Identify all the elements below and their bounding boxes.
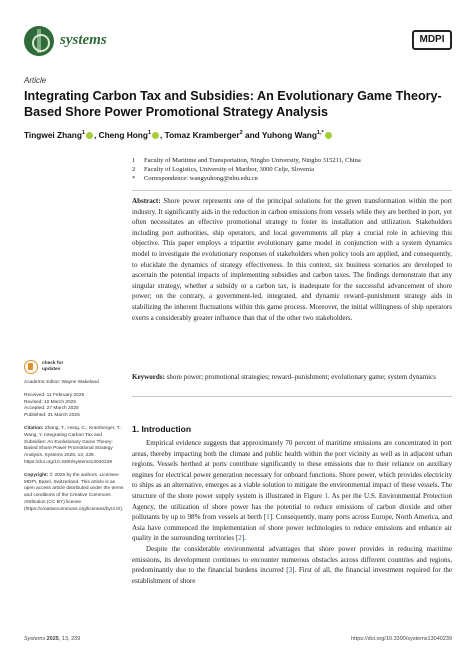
correspondence-email[interactable]: Correspondence: wangyuhong@nbu.edu.cn xyxy=(144,175,258,182)
affil-num: * xyxy=(132,175,136,182)
paragraph-text: . As per the U.S. Environmental Protection Agency, the utilization of shore power has the potential to reduce emissions of carbon dioxide and other pollutants by up to 98% from vessels at berth [ xyxy=(132,491,452,522)
author-list xyxy=(24,130,454,140)
abstract-label: Abstract: xyxy=(132,197,161,205)
citation xyxy=(24,426,124,467)
academic-editor: Academic Editor: Wayne Wakeland xyxy=(24,380,99,385)
date-received: Received: 11 February 2025 xyxy=(24,392,85,398)
divider xyxy=(132,190,452,191)
reference-link[interactable]: 3 xyxy=(288,566,293,575)
journal-name[interactable]: systems xyxy=(60,32,107,48)
abstract xyxy=(132,196,452,323)
section-heading: 1. Introduction xyxy=(132,424,192,434)
author-1-affil: 1 xyxy=(81,130,85,137)
affil-text: Faculty of Maritime and Transportation, Ningbo University, Ningbo 315211, China xyxy=(144,157,361,164)
journal-logo-icon xyxy=(24,26,54,56)
footer-citation xyxy=(24,636,80,642)
author-2[interactable]: Cheng Hong xyxy=(98,130,148,140)
paragraph-text: ]. Consequently, many ports across Europe, North America, and Asia have commenced the implementation of shore power technologies to reduce emissions and enhance air quality in the surrounding territories [ xyxy=(132,513,453,543)
article-title: Integrating Carbon Tax and Subsidies: An Evolutionary Game Theory-Based Shore Power Promotional Strategy Analysis xyxy=(24,89,442,119)
author-sep: , xyxy=(160,130,165,140)
paragraph-text: ]. xyxy=(241,534,246,543)
check-updates-line1: check for xyxy=(42,361,64,367)
date-accepted: Accepted: 27 March 2025 xyxy=(24,406,79,412)
author-4[interactable]: Yuhong Wang xyxy=(261,130,317,140)
paragraph-text: Despite the considerable environmental advantages that shore power provides in reducing maritime emissions, its development continues to encounter numerous obstacles across different countries and regions, predominantly due to the financial burdens incurred [ xyxy=(132,544,452,575)
orcid-icon[interactable] xyxy=(325,132,332,139)
citation-label: Citation: xyxy=(24,425,44,431)
paragraph-text: Empirical evidence suggests that approximately 70 percent of maritime emissions are concentrated in port areas, thereby impacting both the climate and public health within the port vicinity as well as in adjacent urban regions. Vessels berthed at ports contribute significantly to these emissions due to their reliance on auxiliary engines for electrical power generation necessary for onboard functions. Shore power, which provides electricity to ships as an alternative, emerges as a viable solution to mitigate the environmental impact of these vessels. The structure of the shore power supply system is illustrated in Figure xyxy=(132,439,452,500)
copyright-label: Copyright: xyxy=(24,472,49,478)
keywords-text: shore power; promotional strategies; reward–punishment; evolutionary game; system dynamics xyxy=(166,373,436,381)
author-3[interactable]: Tomaz Kramberger xyxy=(164,130,240,140)
date-revised: Revised: 10 March 2025 xyxy=(24,399,76,405)
author-1[interactable]: Tingwei Zhang xyxy=(24,130,82,140)
date-published: Published: 31 March 2025 xyxy=(24,413,80,419)
affil-num: 2 xyxy=(132,166,136,173)
footer-doi[interactable]: https://doi.org/10.3390/systems13040239 xyxy=(351,636,452,642)
citation-text[interactable]: Zhang, T.; Hong, C.; Kramberger, T.; Wang, Y. Integrating Carbon Tax and Subsidies: An Evolutionary Game Theory-Based Shore Power Promotional Strategy Analysis. Systems 2025, 13, 239. https://doi.org/10.3390/systems13040239 xyxy=(24,425,122,465)
paragraph-text: ]. First of all, the financial investment required for the establishment of shore xyxy=(132,566,452,585)
publisher-logo[interactable]: MDPI xyxy=(412,30,452,50)
footer-year: 2025 xyxy=(46,636,59,642)
author-sep: and xyxy=(242,130,262,140)
abstract-text: Shore power represents one of the principal solutions for the green transformation within the port industry. It significantly aids in the reduction in carbon emissions from vessels while they are berthed in port, yet often necessitates an effective promotional strategy to foster its installation and utilization. Stakeholders including port authorities, ship operators, and local governments all play a crucial role in achieving this objective. This paper employs a tripartite evolutionary game model in conjunction with a system dynamics model to investigate the evolutionary responses of stakeholders when policy tools are applied, and consequently, to elucidate the dynamics of strategy effectiveness. In this context, six business scenarios are developed to ascertain the potential impacts of implementing subsidies and carbon taxes. The findings demonstrate that any singular strategy, whether a subsidy or a carbon tax, is inadequate for the successful advancement of shore power; on the contrary, a government-led, integrated, and dynamic reward–punishment strategy aids in stabilizing the inherent fluctuations within this game process. Moreover, the initial willingness of ship operators exerts a considerably greater influence than that of the other two stakeholders. xyxy=(132,197,452,322)
footer-volume: , 13, 239 xyxy=(58,636,81,642)
check-for-updates-badge[interactable] xyxy=(24,360,124,374)
keywords-label: Keywords: xyxy=(132,373,165,381)
figure-link[interactable]: 1 xyxy=(324,491,328,500)
affiliations xyxy=(132,156,452,183)
sidebar-meta xyxy=(24,360,124,514)
introduction-body xyxy=(132,438,452,586)
divider xyxy=(132,396,452,397)
article-type: Article xyxy=(24,76,47,85)
paragraph xyxy=(132,438,452,544)
footer-journal: Systems xyxy=(24,636,46,642)
author-3-affil: 2 xyxy=(239,130,243,137)
author-4-affil: 1,* xyxy=(316,130,324,137)
paragraph xyxy=(132,544,452,586)
affil-text: Faculty of Logistics, University of Maribor, 3000 Celje, Slovenia xyxy=(144,166,314,173)
reference-link[interactable]: 2 xyxy=(238,534,242,543)
copyright-text: © 2025 by the authors. Licensee MDPI, Basel, Switzerland. This article is an open access article distributed under the terms and conditions of the Creative Commons Attribution (CC BY) license (https://creativecommons.org/licenses/by/4.0/). xyxy=(24,472,124,512)
orcid-icon[interactable] xyxy=(152,132,159,139)
author-2-affil: 1 xyxy=(147,130,151,137)
check-updates-icon xyxy=(24,360,38,374)
author-sep: , xyxy=(94,130,99,140)
check-updates-line2: updates xyxy=(42,367,61,372)
orcid-icon[interactable] xyxy=(86,132,93,139)
keywords xyxy=(132,372,452,383)
affil-num: 1 xyxy=(132,157,136,164)
page-header xyxy=(24,26,452,58)
page-footer xyxy=(24,636,452,642)
reference-link[interactable]: 1 xyxy=(266,513,270,522)
copyright xyxy=(24,473,124,514)
